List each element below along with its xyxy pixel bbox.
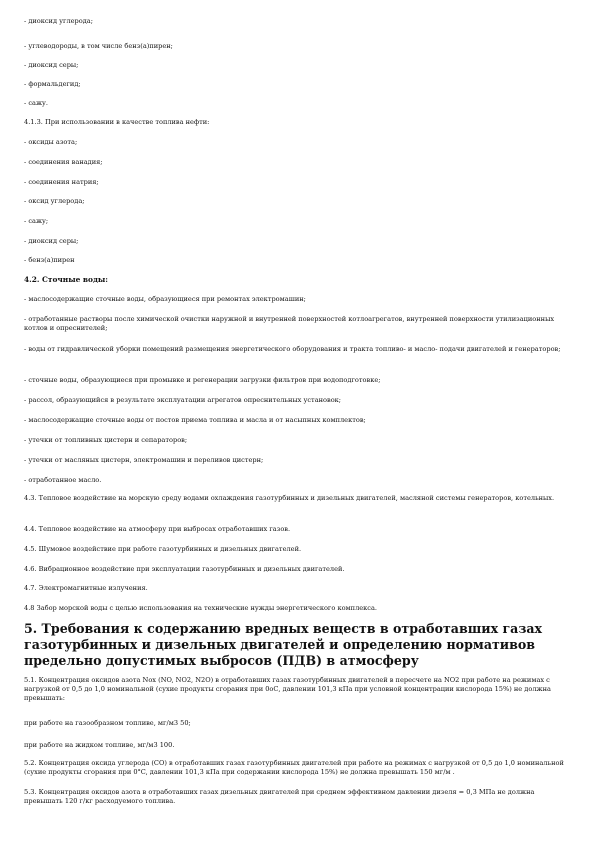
paragraph-5-1: 5.1. Концентрация оксидов азота Nox (NO, NO2, N2O) в отработавших газах газотурбинных двигателей в пересчете на NO2 при работе на режимах с нагрузкой от 0,5 до 1,0 номинальной (сухие продукты сгорания при 0оС, давлении 101,3 кПа при условной концентрации кислорода 15%) не должна превышать: (24, 676, 551, 702)
paragraph-5-2: 5.2. Концентрация оксида углерода (CO) в отработавших газах газотурбинных двигателей при работе на режимах с нагрузкой от 0,5 до 1,0 номинальной (сухие продукты сгорания при 0°C, давлении 101,3 кПа при содержании кислорода 15%) не должна превышать 150 мг/м . (24, 759, 564, 776)
list-item: - бенз(а)пирен (24, 256, 75, 264)
paragraph-4-7: 4.7. Электромагнитные излучения. (24, 584, 148, 592)
paragraph-5-1-liquid: при работе на жидком топливе, мг/м3 100. (24, 741, 175, 749)
list-item: - маслосодержащие сточные воды от постов приема топлива и масла и от насыпных комплектов; (24, 416, 366, 424)
subsection-heading-4-1-3: 4.1.3. При использовании в качестве топлива нефти: (24, 118, 210, 126)
paragraph-4-6: 4.6. Вибрационное воздействие при эксплуатации газотурбинных и дизельных двигателей. (24, 565, 345, 573)
list-item: - сажу; (24, 217, 49, 225)
paragraph-5-1-gas: при работе на газообразном топливе, мг/м3 50; (24, 719, 191, 727)
subsection-heading-4-2: 4.2. Сточные воды: (24, 275, 109, 284)
paragraph-5-3: 5.3. Концентрация оксидов азота в отработавших газах дизельных двигателей при среднем эффективном давлении дизеля = 0,3 МПа не должна превышать 120 г/кг расходуемого топлива. (24, 788, 535, 805)
list-item: - формальдегид; (24, 80, 81, 88)
list-item: - сажу. (24, 99, 48, 107)
list-item: - отработанные растворы после химической очистки наружной и внутренней поверхностей котлоагрегатов, внутренней поверхности утилизационных котлов и опреснителей; (24, 315, 555, 332)
list-item: - оксид углерода; (24, 197, 85, 205)
list-item: - утечки от топливных цистерн и сепараторов; (24, 436, 188, 444)
paragraph-4-4: 4.4. Тепловое воздействие на атмосферу при выбросах отработавших газов. (24, 525, 291, 533)
paragraph-4-3: 4.3. Тепловое воздействие на морскую среду водами охлаждения газотурбинных и дизельных двигателей, масляной системы генераторов, котельных. (24, 494, 555, 502)
list-item: - соединения ванадия; (24, 158, 103, 166)
list-item: - диоксид углерода; (24, 17, 93, 25)
list-item: - углеводороды, в том числе бенз(а)пирен; (24, 42, 173, 50)
list-item: - сточные воды, образующиеся при промывке и регенерации загрузки фильтров при водоподготовке; (24, 376, 381, 384)
list-item: - оксиды азота; (24, 138, 78, 146)
list-item: - диоксид серы; (24, 61, 79, 69)
list-item: - отработанное масло. (24, 476, 102, 484)
list-item: - диоксид серы; (24, 237, 79, 245)
list-item: - рассол, образующийся в результате эксплуатации агрегатов опреснительных установок; (24, 396, 342, 404)
list-item: - воды от гидравлической уборки помещений размещения энергетического оборудования и тракта топливо- и масло- подачи двигателей и генераторов; (24, 345, 561, 353)
section-5-heading: 5. Требования к содержанию вредных веществ в отработавших газах газотурбинных и дизельных двигателей и определению нормативов предельно допустимых выбросов (ПДВ) в атмосферу (24, 621, 543, 668)
list-item: - маслосодержащие сточные воды, образующиеся при ремонтах электромашин; (24, 295, 306, 303)
list-item: - соединения натрия; (24, 178, 99, 186)
list-item: - утечки от масляных цистерн, электромашин и переливов цистерн; (24, 456, 264, 464)
paragraph-4-8: 4.8 Забор морской воды с целью использования на технические нужды энергетического комплекса. (24, 604, 378, 612)
paragraph-4-5: 4.5. Шумовое воздействие при работе газотурбинных и дизельных двигателей. (24, 545, 302, 553)
